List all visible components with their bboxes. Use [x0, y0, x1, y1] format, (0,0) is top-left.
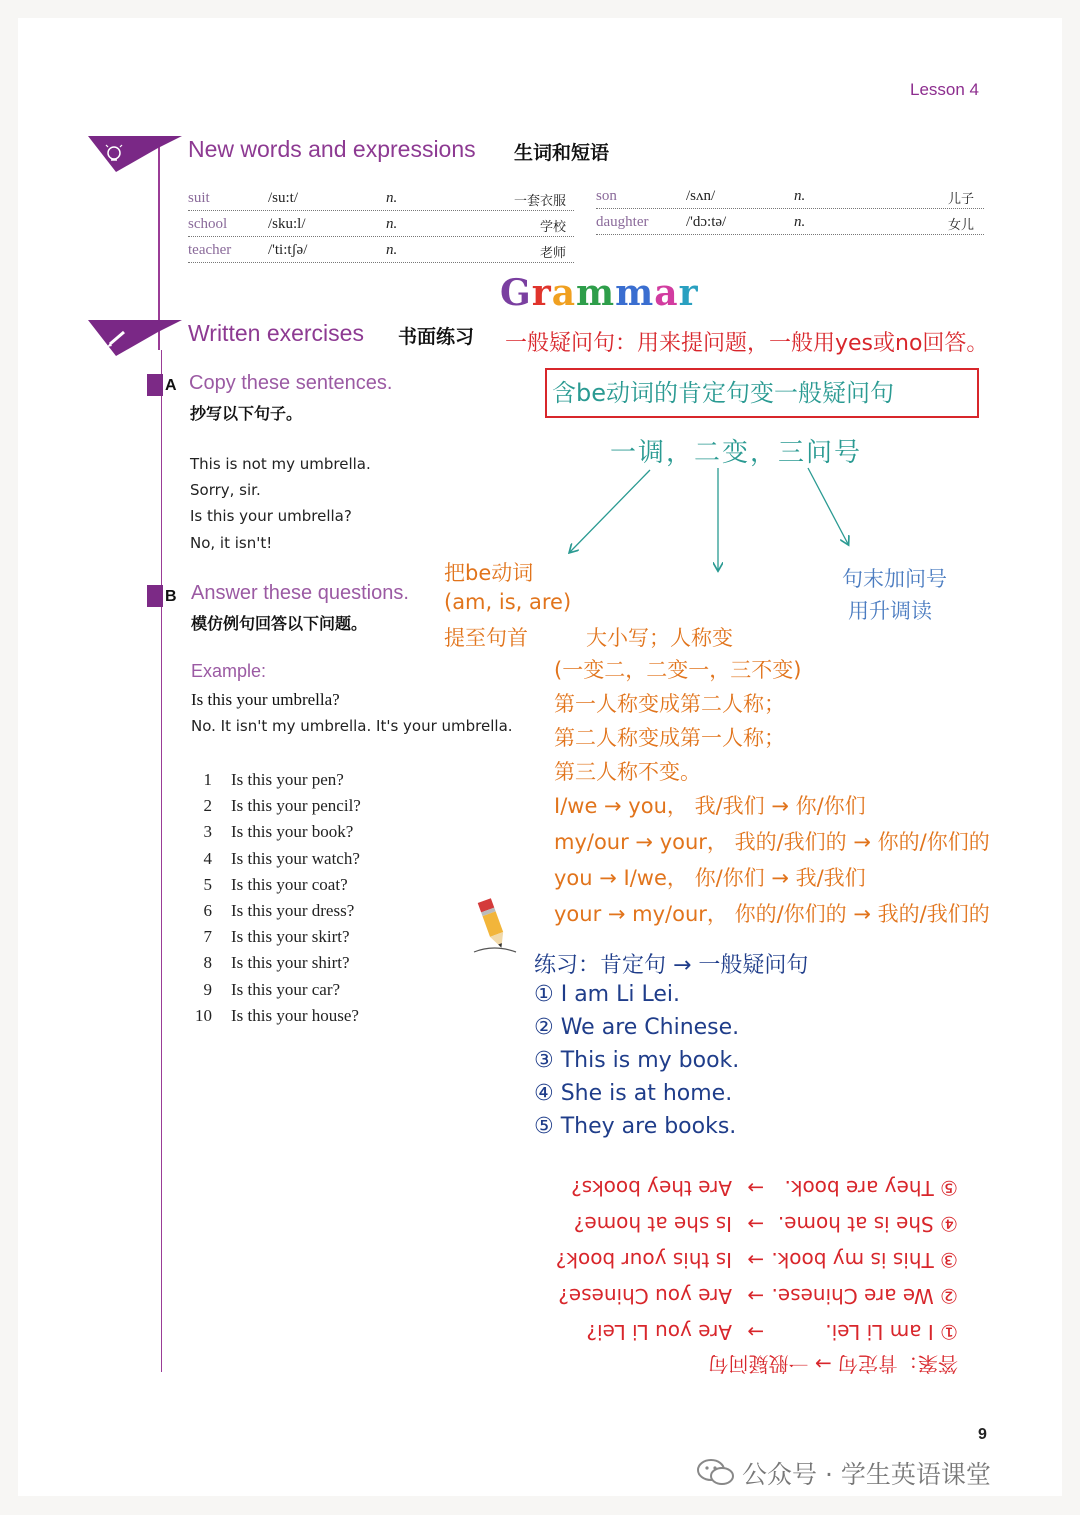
section-a-title-cn: 抄写以下句子。 — [190, 404, 303, 423]
step1-line3: 提至句首 — [444, 626, 528, 650]
question-number: 3 — [203, 822, 212, 842]
question-text: Is this your car? — [231, 979, 341, 999]
question-number: 4 — [203, 848, 212, 868]
step-arrows — [560, 462, 850, 576]
vocab-pos: n. — [794, 188, 806, 204]
vocab-row — [596, 184, 984, 209]
section-a-letter: A — [165, 377, 177, 394]
answer-statement: ④ She is at home. — [777, 1212, 958, 1236]
vocab-ipa: /su:t/ — [268, 190, 299, 206]
grammar-letter: a — [654, 272, 679, 314]
answer-statement: ③ This is my book. — [771, 1248, 958, 1272]
grammar-letter: G — [500, 272, 532, 314]
example-question: Is this your umbrella? — [191, 690, 340, 709]
answer-question: Are you Chinese? — [558, 1284, 732, 1308]
vocab-word: son — [596, 188, 617, 204]
question-text: Is this your coat? — [231, 874, 348, 894]
section-b-letter: B — [165, 588, 177, 605]
change-note-line: 第三人称不变。 — [554, 760, 701, 784]
question-text: Is this your shirt? — [231, 953, 350, 973]
question-number: 6 — [203, 901, 212, 920]
change-note-line: 第一人称变成第二人称； — [554, 692, 785, 716]
question-number: 7 — [203, 927, 212, 947]
practice-item: ④ She is at home. — [534, 1081, 733, 1106]
example-label: Example: — [191, 661, 267, 681]
copy-line: This is not my umbrella. — [190, 455, 371, 473]
answer-statement: ⑤ They are book. — [784, 1176, 958, 1200]
vocab-pos: n. — [386, 242, 398, 258]
written-title: Written exercises — [188, 320, 364, 346]
vocab-ipa: /'dɔ:tə/ — [686, 214, 727, 230]
grammar-heading — [500, 272, 699, 314]
rule-box-text: 含be动词的肯定句变一般疑问句 — [552, 379, 894, 407]
answer-statement: ① I am Li Lei. — [825, 1320, 958, 1344]
vocab-row — [188, 186, 574, 211]
step1-line2: (am, is, are) — [444, 590, 572, 614]
vocab-cn: 一套衣服 — [513, 194, 566, 209]
question-number: 10 — [195, 1005, 212, 1025]
section-b-title-cn: 模仿例句回答以下问题。 — [191, 614, 368, 633]
answer-question: Are you Li Lei? — [586, 1320, 732, 1344]
step3-line1: 句末加问号 — [842, 567, 947, 591]
pencil-icon — [88, 320, 182, 360]
question-text: Is this your house? — [231, 1005, 359, 1025]
change-note-line: my/our → your， 我的/我们的 → 你的/你们的 — [554, 830, 990, 854]
copy-line: No, it isn't! — [190, 534, 273, 552]
new-words-title: New words and expressions — [188, 136, 476, 162]
vocab-cn: 学校 — [539, 220, 566, 235]
step3-line2: 用升调读 — [848, 599, 932, 623]
vocab-row — [188, 212, 574, 237]
change-note-line: you → I/we， 你/你们 → 我/我们 — [554, 866, 866, 890]
grammar-letters — [500, 272, 699, 314]
steps-note: 一调，二变，三问号 — [610, 438, 863, 468]
answer-question: Are they books? — [571, 1176, 732, 1200]
vocab-word: teacher — [188, 242, 232, 258]
definition-note: 一般疑问句：用来提问题，一般用yes或no回答。 — [505, 331, 989, 356]
arrow-icon: → — [747, 1248, 764, 1272]
vocab-cn: 儿子 — [947, 192, 974, 207]
page-number: 9 — [978, 1426, 987, 1443]
vocab-pos: n. — [386, 190, 398, 206]
section-b-marker — [147, 585, 163, 607]
practice-item: ① I am Li Lei. — [534, 982, 680, 1007]
copy-line: Sorry, sir. — [190, 481, 261, 499]
question-text: Is this your skirt? — [231, 927, 350, 947]
answer-question: Is she at home? — [573, 1212, 732, 1236]
grammar-letter: a — [551, 272, 577, 314]
question-number: 5 — [203, 874, 212, 894]
question-number: 8 — [203, 953, 212, 973]
vocab-row — [596, 210, 984, 235]
section-a-title: Copy these sentences. — [189, 372, 393, 394]
section-a-marker — [147, 374, 163, 396]
answer-statement: ② We are Chinese. — [771, 1284, 958, 1308]
change-note-line: 第二人称变成第一人称； — [554, 726, 785, 750]
arrow-icon: → — [747, 1212, 764, 1236]
wechat-icon — [696, 1456, 736, 1488]
vocab-word: suit — [188, 190, 210, 206]
question-text: Is this your watch? — [231, 848, 360, 868]
question-text: Is this your pencil? — [231, 796, 361, 816]
lesson-label: Lesson 4 — [910, 80, 979, 99]
example-answer: No. It isn't my umbrella. It's your umbrella. — [191, 717, 513, 735]
grammar-letter: r — [678, 272, 699, 314]
vocab-ipa: /sku:l/ — [268, 216, 306, 232]
grammar-letter: r — [531, 272, 552, 314]
practice-item: ⑤ They are books. — [534, 1114, 737, 1139]
practice-title: 练习：肯定句 → 一般疑问句 — [534, 953, 809, 978]
vocab-word: daughter — [596, 214, 649, 230]
vocab-pos: n. — [794, 214, 806, 230]
vocab-ipa: /'ti:tʃə/ — [268, 242, 308, 258]
question-text: Is this your pen? — [231, 770, 344, 789]
grammar-letter: m — [576, 272, 616, 314]
change-note-line: your → my/our， 你的/你们的 → 我的/我们的 — [554, 902, 990, 926]
lightbulb-icon — [88, 136, 182, 176]
question-number: 1 — [203, 770, 212, 789]
practice-item: ③ This is my book. — [534, 1048, 740, 1073]
copy-line: Is this your umbrella? — [190, 507, 352, 525]
answers-block — [504, 1168, 964, 1388]
change-note-line: 大小写；人称变 — [586, 626, 733, 650]
vocab-cn: 女儿 — [947, 218, 974, 233]
question-text: Is this your dress? — [231, 901, 355, 920]
question-text: Is this your book? — [231, 822, 354, 842]
step1-line1: 把be动词 — [444, 561, 534, 585]
question-number: 2 — [203, 796, 212, 816]
question-number: 9 — [203, 979, 212, 999]
new-words-title-cn: 生词和短语 — [514, 142, 610, 164]
section-b-title: Answer these questions. — [191, 582, 409, 604]
pencil-drawing-icon — [470, 894, 522, 958]
vocab-ipa: /sʌn/ — [686, 188, 716, 204]
arrow-icon: → — [747, 1284, 764, 1308]
change-note-line: (一变二，二变一，三不变) — [554, 658, 802, 682]
answer-question: Is this your book? — [555, 1248, 732, 1272]
vocab-cn: 老师 — [539, 246, 566, 261]
watermark-text: 公众号 · 学生英语课堂 — [742, 1460, 991, 1489]
vocab-row — [188, 238, 574, 263]
vertical-rule — [161, 350, 162, 1372]
vocab-pos: n. — [386, 216, 398, 232]
grammar-letter: m — [615, 272, 655, 314]
vocab-word: school — [188, 216, 228, 232]
change-note-line: I/we → you， 我/我们 → 你/你们 — [554, 794, 866, 818]
arrow-icon: → — [747, 1320, 764, 1344]
arrow-icon: → — [747, 1176, 764, 1200]
practice-item: ② We are Chinese. — [534, 1015, 740, 1040]
written-title-cn: 书面练习 — [398, 326, 475, 348]
answers-title: 答案：肯定句 → 一般疑问句 — [708, 1352, 958, 1376]
